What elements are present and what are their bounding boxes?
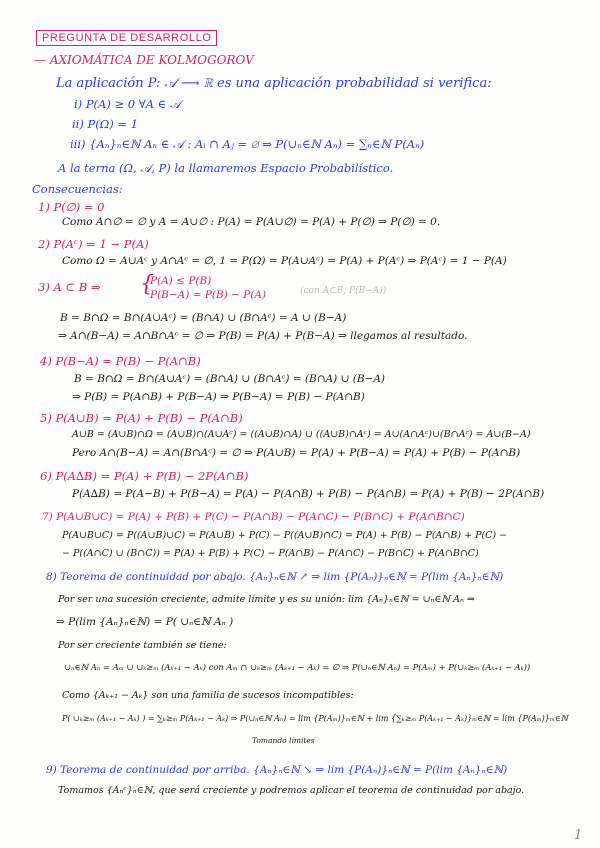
c8-line-5: Como {Aₖ₊₁ − Aₖ} son una familia de sucesos incompatibles:: [62, 690, 354, 701]
c4-line-1: B = B∩Ω = B∩(A∪Aᶜ) = (B∩A) ∪ (B∩Aᶜ) = (B∩A) ∪ (B−A): [74, 373, 386, 385]
c8-note: Tomando límites: [252, 736, 315, 745]
c8-line-1: Por ser una sucesión creciente, admite límite y es su unión: lim {Aₙ}ₙ∈ℕ = ∪ₙ∈ℕ Aₙ ⇒: [58, 594, 475, 605]
c5-line-1: A∪B = (A∪B)∩Ω = (A∪B)∩(A∪Aᶜ) = ((A∪B)∩A) ∪ ((A∪B)∩Aᶜ) = A∪(A∩Aᶜ)∪(B∩Aᶜ) = A∪(B−A): [72, 429, 531, 440]
c9-line-1: Tomamos {Aₙᶜ}ₙ∈ℕ, que será creciente y podremos aplicar el teorema de continuidad por abajo.: [58, 785, 525, 796]
c3-brace: {: [140, 272, 154, 297]
section-title: — AXIOMÁTICA DE KOLMOGOROV: [34, 53, 254, 67]
c4-head: 4) P(B−A) = P(B) − P(A∩B): [40, 354, 201, 368]
c3-line-1: B = B∩Ω = B∩(A∪Aᶜ) = (B∩A) ∪ (B∩Aᶜ) = A ∪ (B−A): [60, 312, 347, 324]
axiom-3: iii) {Aₙ}ₙ∈ℕ Aₙ ∈ 𝒜 : Aᵢ ∩ Aⱼ = ∅ ⇒ P(∪ₙ∈ℕ Aₙ) = ∑ₙ∈ℕ P(Aₙ): [70, 137, 425, 151]
c3-faint-note: (con A⊂B, P(B−A)): [300, 286, 387, 296]
page-number: 1: [574, 828, 583, 843]
axiom-2: ii) P(Ω) = 1: [72, 117, 139, 131]
page-title: PREGUNTA DE DESARROLLO: [36, 30, 217, 46]
c8-line-4: ∪ₙ∈ℕ Aₙ = Aₘ ∪ ∪ₖ≥ₘ (Aₖ₊₁ − Aₖ) con Aₘ ∩ ∪ₖ≥ₘ (Aₖ₊₁ − Aₖ) = ∅ ⇒ P(∪ₙ∈ℕ Aₙ) = P(Aₘ) + P(∪ₖ≥ₘ (Aₖ₊₁ − Aₖ)): [64, 662, 531, 672]
c9-head: 9) Teorema de continuidad por arriba. {Aₙ}ₙ∈ℕ ↘ ⇒ lim {P(Aₙ)}ₙ∈ℕ = P(lim {Aₙ}ₙ∈ℕ): [46, 764, 508, 776]
intro-text: La aplicación P: 𝒜 ⟶ ℝ es una aplicación probabilidad si verifica:: [56, 76, 492, 91]
consecuencias-label: Consecuencias:: [32, 182, 123, 196]
c3-brace-line-1: P(A) ≤ P(B): [150, 275, 212, 287]
c4-line-2: ⇒ P(B) = P(A∩B) + P(B−A) ⇒ P(B−A) = P(B) − P(A∩B): [72, 391, 365, 403]
c7-head: 7) P(A∪B∪C) = P(A) + P(B) + P(C) − P(A∩B) − P(A∩C) − P(B∩C) + P(A∩B∩C): [42, 511, 465, 523]
c7-line-2: − P((A∩C) ∪ (B∩C)) = P(A) + P(B) + P(C) − P(A∩B) − P(A∩C) − P(B∩C) + P(A∩B∩C): [62, 548, 479, 559]
c5-line-2: Pero A∩(B−A) = A∩(B∩Aᶜ) = ∅ ⇒ P(A∪B) = P(A) + P(B−A) = P(A) + P(B) − P(A∩B): [72, 447, 521, 459]
c8-line-6: P( ∪ₖ≥ₘ (Aₖ₊₁ − Aₖ) ) = ∑ₖ≥ₘ P(Aₖ₊₁ − Aₖ) ⇒ P(∪ₙ∈ℕ Aₙ) = lim {P(Aₘ)}ₘ∈ℕ + lim {∑ₖ≥ₘ P(Aₖ₊₁ − Aₖ)}ₘ∈ℕ = lim {P(Aₘ)}ₘ∈ℕ: [62, 714, 568, 723]
c6-line-1: P(A∆B) = P(A−B) + P(B−A) = P(A) − P(A∩B) + P(B) − P(A∩B) = P(A) + P(B) − 2P(A∩B): [72, 488, 545, 500]
c1-head: 1) P(∅) = 0: [38, 200, 105, 214]
c2-head: 2) P(Aᶜ) = 1 − P(A): [38, 237, 149, 251]
c3-brace-line-2: P(B−A) = P(B) − P(A): [150, 289, 267, 301]
c3-line-2: ⇒ A∩(B−A) = A∩B∩Aᶜ = ∅ ⇒ P(B) = P(A) + P(B−A) ⇒ llegamos al resultado.: [58, 330, 468, 342]
c3-head: 3) A ⊂ B ⇒: [38, 280, 101, 294]
c5-head: 5) P(A∪B) = P(A) + P(B) − P(A∩B): [40, 411, 243, 425]
c6-head: 6) P(A∆B) = P(A) + P(B) − 2P(A∩B): [40, 469, 249, 483]
c8-line-2: ⇒ P(lim {Aₙ}ₙ∈ℕ) = P( ∪ₙ∈ℕ Aₙ ): [56, 616, 234, 628]
c2-line-1: Como Ω = A∪Aᶜ y A∩Aᶜ = ∅, 1 = P(Ω) = P(A∪Aᶜ) = P(A) + P(Aᶜ) ⇒ P(Aᶜ) = 1 − P(A): [62, 255, 507, 267]
c8-head: 8) Teorema de continuidad por abajo. {Aₙ}ₙ∈ℕ ↗ ⇒ lim {P(Aₙ)}ₙ∈ℕ = P(lim {Aₙ}ₙ∈ℕ): [46, 571, 504, 583]
terna-text: A la terna (Ω, 𝒜, P) la llamaremos Espacio Probabilístico.: [58, 161, 394, 175]
c8-line-3: Por ser creciente también se tiene:: [58, 640, 227, 651]
axiom-1: i) P(A) ≥ 0 ∀A ∈ 𝒜: [74, 97, 181, 111]
c7-line-1: P(A∪B∪C) = P((A∪B)∪C) = P(A∪B) + P(C) − P((A∪B)∩C) = P(A) + P(B) − P(A∩B) + P(C) −: [62, 530, 508, 541]
c1-line-1: Como A∩∅ = ∅ y A = A∪∅ : P(A) = P(A∪∅) = P(A) + P(∅) ⇒ P(∅) = 0.: [62, 216, 441, 228]
